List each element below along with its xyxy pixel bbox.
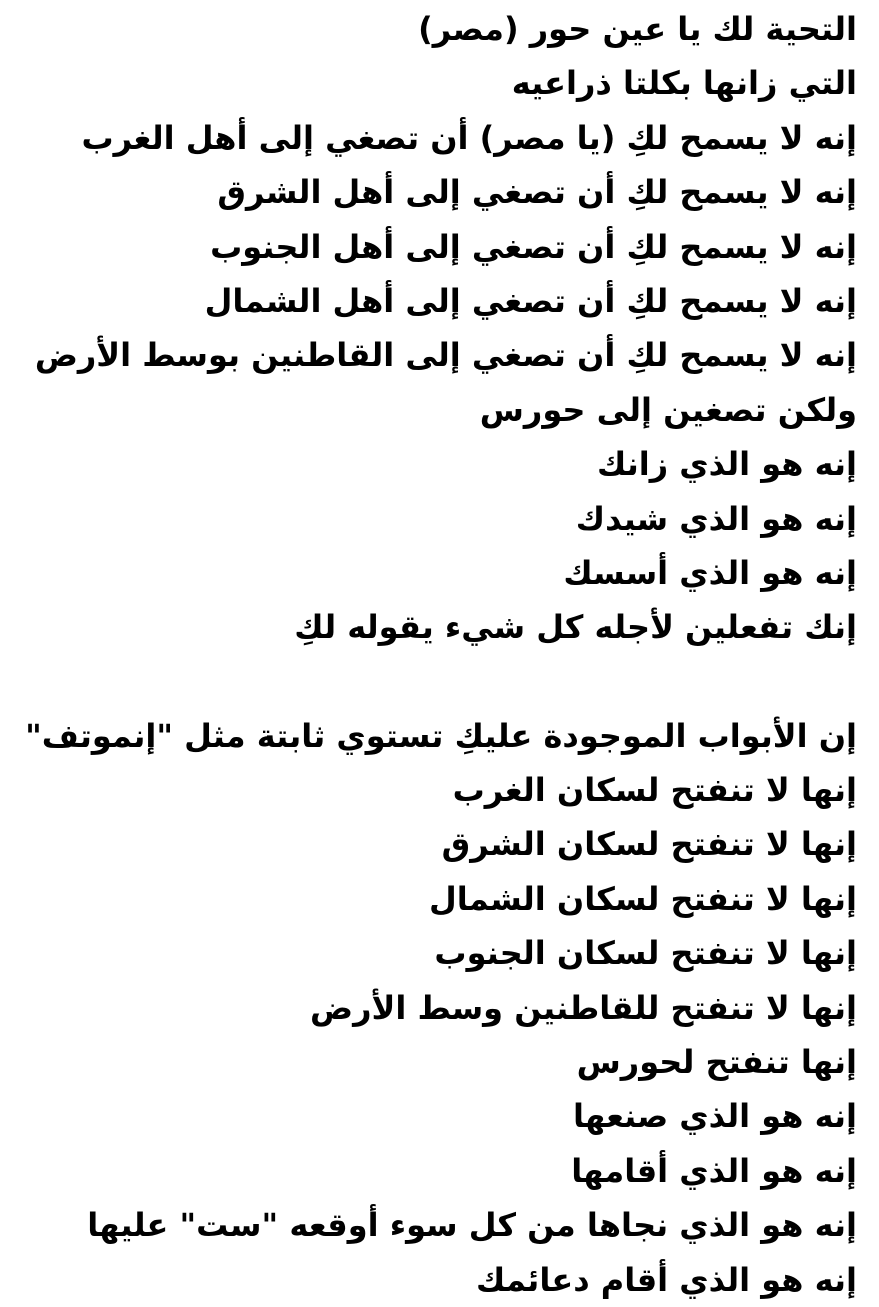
poem-line: إنه لا يسمح لكِ أن تصغي إلى أهل الشمال [204, 281, 857, 320]
stanza-1 [17, 2, 857, 655]
poem-text [17, 2, 857, 1307]
poem-line: إنه هو الذي صنعها [572, 1097, 857, 1136]
poem-line: إنه هو الذي زانك [596, 445, 857, 484]
poem-line: إنه هو الذي نجاها من كل سوء أوقعه "ست" عليها [87, 1206, 857, 1245]
poem-line: إنها لا تنفتح لسكان الشرق [441, 825, 857, 864]
poem-line: إنها تنفتح لحورس [576, 1043, 857, 1082]
stanza-2 [17, 709, 857, 1307]
poem-line: إنه هو الذي أقامها [571, 1151, 857, 1190]
poem-line: إنه لا يسمح لكِ (يا مصر) أن تصغي إلى أهل الغرب [81, 118, 857, 157]
poem-line: إنها لا تنفتح لسكان الجنوب [434, 934, 857, 973]
poem-line: إنه هو الذي أقام دعائمك [476, 1260, 857, 1299]
poem-line: إن الأبواب الموجودة عليكِ تستوي ثابتة مثل "إنموتف" [25, 716, 857, 755]
poem-line: إنه هو الذي شيدك [575, 499, 857, 538]
poem-line: إنه لا يسمح لكِ أن تصغي إلى أهل الجنوب [210, 227, 857, 266]
poem-line: إنك تفعلين لأجله كل شيء يقوله لكِ [294, 608, 857, 647]
poem-line: إنها لا تنفتح لسكان الشمال [428, 879, 857, 918]
poem-line: إنها لا تنفتح للقاطنين وسط الأرض [310, 988, 857, 1027]
poem-line: إنه لا يسمح لكِ أن تصغي إلى أهل الشرق [217, 173, 857, 212]
poem-line: إنه هو الذي أسسك [563, 553, 857, 592]
poem-line: ولكن تصغين إلى حورس [479, 390, 857, 429]
poem-line: إنه لا يسمح لكِ أن تصغي إلى القاطنين بوسط الأرض [34, 336, 857, 375]
poem-line: إنها لا تنفتح لسكان الغرب [452, 771, 857, 810]
poem-line: التحية لك يا عين حور (مصر) [418, 10, 857, 48]
poem-line: التي زانها بكلتا ذراعيه [511, 64, 857, 103]
